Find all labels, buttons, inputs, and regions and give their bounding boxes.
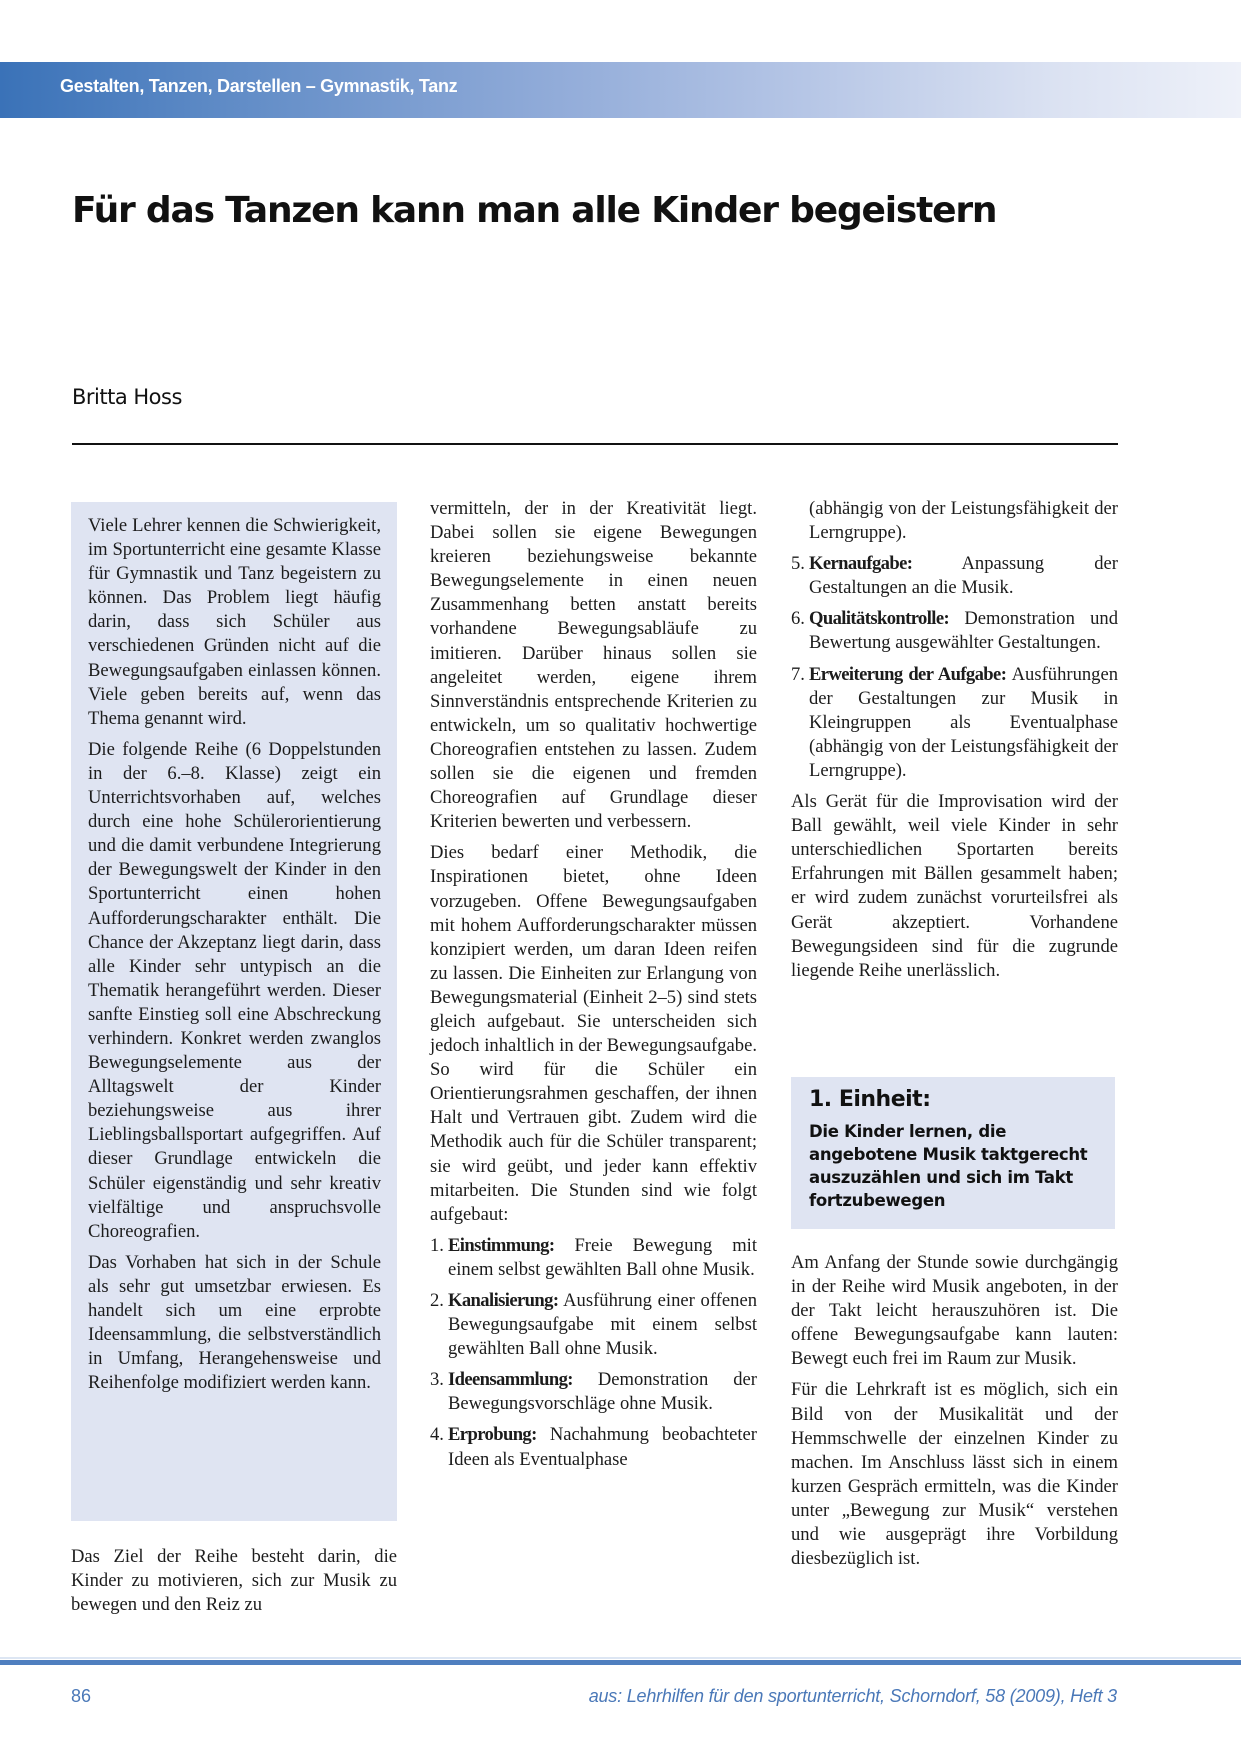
intro-paragraph: Viele Lehrer kennen die Schwierigkeit, im Sportunterricht eine gesamte Klasse für Gymnastik und Tanz begeistern zu können. Das Problem liegt häufig darin, dass sich Schüler aus verschiedenen Gründen nicht auf die Bewegungsaufgaben einlassen können. Viele geben bereits auf, wenn das Thema genannt wird. bbox=[88, 515, 381, 729]
step-term: Erweiterung der Aufgabe: bbox=[809, 663, 1007, 685]
column-1-body bbox=[71, 1545, 397, 1617]
step-text: Freie Bewegung mit einem selbst gewählten Ball ohne Musik. bbox=[448, 1234, 757, 1280]
step-term: Ideensammlung: bbox=[448, 1369, 573, 1391]
step-number: 7. bbox=[791, 663, 805, 685]
lesson-step bbox=[791, 552, 1118, 600]
lesson-step bbox=[430, 1423, 757, 1471]
lesson-step bbox=[430, 1234, 757, 1282]
step-number: 1. bbox=[430, 1234, 444, 1256]
intro-box bbox=[71, 502, 397, 1521]
lesson-step bbox=[791, 663, 1118, 783]
step-text: Nachahmung beobachteter Ideen als Eventualphase bbox=[448, 1424, 757, 1470]
footer-rule-highlight bbox=[0, 1657, 1241, 1659]
intro-paragraph: Die folgende Reihe (6 Doppelstunden in der 6.–8. Klasse) zeigt ein Unterrichtsvorhaben auf, welches durch eine hohe Schülerorientierung und die damit verbundene Integrierung der Bewegungswelt der Kinder in den Sportunterricht einen hohen Aufforderungscharakter enthält. Die Chance der Akzeptanz liegt darin, dass alle Kinder sehr untypisch an die Thematik herangeführt werden. Dieser sanfte Einstieg soll eine Abschreckung verhindern. Konkret werden zwanglos Bewegungselemente aus der Alltagswelt der Kinder beziehungsweise aus ihrer Lieblingsballsportart aufgegriffen. Auf dieser Grundlage entwickeln die Schüler eigenständig und sehr kreativ vielfältige und anspruchsvolle Choreografien. bbox=[88, 738, 381, 1242]
step-text: Demonstration und Bewertung ausgewählter Gestaltungen. bbox=[809, 608, 1118, 654]
step-number: 6. bbox=[791, 608, 805, 630]
lesson-steps-list-continued bbox=[791, 497, 1118, 783]
column-3-unit-body bbox=[791, 1251, 1118, 1571]
step-term: Erprobung: bbox=[448, 1424, 537, 1446]
unit-heading-box bbox=[791, 1077, 1115, 1229]
step-term: Kanalisierung: bbox=[448, 1290, 559, 1311]
step-term: Einstimmung: bbox=[448, 1234, 555, 1256]
section-rubric: Gestalten, Tanzen, Darstellen – Gymnastik, Tanz bbox=[60, 76, 458, 96]
intro-paragraph: Das Vorhaben hat sich in der Schule als sehr gut umsetzbar erwiesen. Es handelt sich um eine erprobte Ideensammlung, die selbstverständlich in Umfang, Herangehensweise und Reihenfolge modifiziert werden kann. bbox=[88, 1251, 381, 1394]
source-citation: aus: Lehrhilfen für den sportunterricht, Schorndorf, 58 (2009), Heft 3 bbox=[588, 1686, 1117, 1706]
column-2-body bbox=[430, 497, 757, 1472]
article-author: Britta Hoss bbox=[72, 385, 182, 409]
step-text: Ausführungen der Gestaltungen zur Musik in Kleingruppen als Eventualphase (abhängig von der Leistungsfähigkeit der Lerngruppe). bbox=[809, 663, 1119, 781]
body-paragraph: Am Anfang der Stunde sowie durchgängig in der Reihe wird Musik angeboten, in der der Takt leicht herauszuhören ist. Die offene Bewegungsaufgabe kann lauten: Bewegt euch frei im Raum zur Musik. bbox=[791, 1252, 1118, 1370]
body-paragraph: vermitteln, der in der Kreativität liegt. Dabei sollen sie eigene Bewegungen kreieren beziehungsweise bekannte Bewegungselemente in einen neuen Zusammenhang betten anstatt bereits vorhandene Bewegungsabläufe zu imitieren. Darüber hinaus sollen sie angeleitet werden, eigene ihrem Sinnverständnis entsprechende Kriterien zu entwickeln, um so qualitativ hochwertige Choreografien entstehen zu lassen. Zudem sollen sie die eigenen und fremden Choreografien auf Grundlage dieser Kriterien bewerten und verbessern. bbox=[430, 498, 757, 833]
unit-subtitle: Die Kinder lernen, die angebotene Musik taktgerecht auszuzählen und sich im Takt fortzubewegen bbox=[809, 1122, 1088, 1210]
step-number: 3. bbox=[430, 1369, 444, 1391]
step-text: Ausführung einer offenen Bewegungsaufgabe mit einem selbst gewählten Ball ohne Musik. bbox=[448, 1290, 758, 1360]
step-text: Anpassung der Gestaltungen an die Musik. bbox=[809, 553, 1119, 599]
column-3-body bbox=[791, 497, 1118, 983]
lesson-step bbox=[430, 1289, 757, 1361]
step-number: 2. bbox=[430, 1290, 444, 1311]
lesson-step-continuation bbox=[791, 497, 1118, 545]
step-term: Kernaufgabe: bbox=[809, 553, 913, 575]
lesson-step bbox=[791, 607, 1118, 655]
step-term: Qualitätskontrolle: bbox=[809, 608, 950, 630]
step-number: 4. bbox=[430, 1424, 444, 1446]
lesson-step bbox=[430, 1368, 757, 1416]
section-header-band bbox=[0, 62, 1241, 118]
step-text: Demonstration der Bewegungsvorschläge ohne Musik. bbox=[448, 1369, 757, 1415]
step-text: (abhängig von der Leistungsfähigkeit der Lerngruppe). bbox=[809, 498, 1118, 544]
body-paragraph: Das Ziel der Reihe besteht darin, die Kinder zu motivieren, sich zur Musik zu bewegen und den Reiz zu bbox=[71, 1546, 397, 1616]
body-paragraph: Dies bedarf einer Methodik, die Inspirationen bietet, ohne Ideen vorzugeben. Offene Bewegungsaufgaben mit hohem Aufforderungscharakter müssen konzipiert werden, um daran Ideen reifen zu lassen. Die Einheiten zur Erlangung von Bewegungsmaterial (Einheit 2–5) sind stets gleich aufgebaut. Sie unterscheiden sich jedoch inhaltlich in der Bewegungsaufgabe. So wird für die Schüler ein Orientierungsrahmen geschaffen, der ihnen Halt und Vertrauen gibt. Zudem wird die Methodik auch für die Schüler transparent; sie wird geübt, und jeder kann effektiv mitarbeiten. Die Stunden sind wie folgt aufgebaut: bbox=[430, 842, 757, 1225]
body-paragraph: Für die Lehrkraft ist es möglich, sich ein Bild von der Musikalität und der Hemmschwelle der einzelnen Kinder zu machen. Im Anschluss lässt sich in einem kurzen Gespräch ermitteln, was die Kinder unter „Bewegung zur Musik“ verstehen und wie ausgeprägt ihre Vorbildung diesbezüglich ist. bbox=[791, 1379, 1118, 1570]
step-number: 5. bbox=[791, 553, 805, 575]
page-number: 86 bbox=[71, 1686, 92, 1706]
footer-rule bbox=[0, 1660, 1241, 1665]
body-paragraph: Als Gerät für die Improvisation wird der Ball gewählt, weil viele Kinder in sehr unterschiedlichen Sportarten bereits Erfahrungen mit Bällen gesammelt haben; er wird zudem zunächst vorurteilsfrei als Gerät akzeptiert. Vorhandene Bewegungsideen sind für die zugrunde liegende Reihe unerlässlich. bbox=[791, 791, 1118, 981]
title-divider bbox=[72, 443, 1118, 445]
article-title: Für das Tanzen kann man alle Kinder begeistern bbox=[72, 190, 997, 231]
lesson-steps-list bbox=[430, 1234, 757, 1472]
unit-title: 1. Einheit: bbox=[809, 1087, 931, 1112]
